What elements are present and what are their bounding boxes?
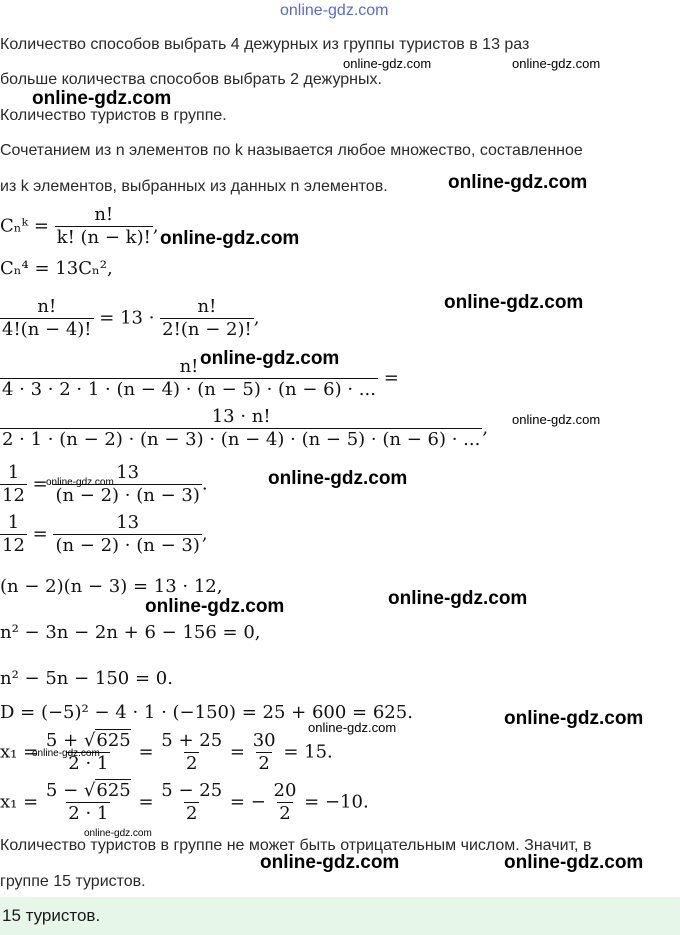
equation-10: n² − 5n − 150 = 0. [0,668,173,689]
root-x1-plus: x₁ = $\frac{5 + √625}{2 \cdot 1}$ = $\frac{5 + 25}{2}$ = $\frac{30}{2}$ = 15. [0,730,333,774]
conclusion-line2: группе 15 туристов. [0,873,146,890]
equation-3: $\frac{n!}{4!(n - 4)!}$ = 13 · $\frac{n!}{2!(n - 2)!}$ , [2,296,260,340]
site-header-link[interactable]: online-gdz.com [280,2,389,19]
equation-8: (n − 2)(n − 3) = 13 · 12, [0,576,223,597]
problem-text-line1: Количество способов выбрать 4 дежурных из группы туристов в 13 раз [0,36,530,53]
watermark: online-gdz.com [512,56,601,71]
watermark: online-gdz.com [308,720,397,735]
watermark: online-gdz.com [268,468,408,489]
equation-4: $\frac{n!}{4 \cdot 3 \cdot 2 \cdot 1 \cdot (n - 4) \cdot (n - 5) \cdot (n - 6) \cdot ...}$ = [2,356,399,400]
equation-2: Cₙ⁴ = 13Cₙ², [0,258,113,279]
watermark: online-gdz.com [145,596,285,617]
watermark: online-gdz.com [388,588,528,609]
watermark: online-gdz.com [512,412,601,427]
definition-line2: из k элементов, выбранных из данных n элементов. [0,178,388,195]
answer-box [0,897,680,935]
watermark: online-gdz.com [200,348,340,369]
conclusion-line1: Количество туристов в группе не может быть отрицательным числом. Значит, в [0,837,592,854]
equation-7: $\frac{1}{12}$ = $\frac{13}{(n - 2) \cdot (n - 3)}$ , [2,512,208,556]
equation-5: 13 · n! 2 · 1 · (n − 2) · (n − 3) · (n − 4) · (n − 5) · (n − 6) · ... , [2,406,489,450]
formula-combination: Cₙᵏ = $\frac{n!}{k! (n - k)!}$ , [0,204,159,248]
watermark: online-gdz.com [46,477,114,488]
problem-text-line2: больше количества способов выбрать 2 дежурных. [0,71,382,88]
watermark: online-gdz.com [84,828,152,839]
watermark: online-gdz.com [32,748,100,759]
equation-9: n² − 3n − 2n + 6 − 156 = 0, [0,622,261,643]
watermark: online-gdz.com [160,228,300,249]
watermark: online-gdz.com [504,708,644,729]
equation-6: $\frac{1}{12}$ = $\frac{13}{(n - 2) \cdot (n - 3)}$ . [2,462,208,506]
definition-line1: Сочетанием из n элементов по k называется любое множество, составленное [0,142,583,159]
watermark: online-gdz.com [448,172,588,193]
root-x1-minus: x₁ = $\frac{5 - √625}{2 \cdot 1}$ = $\frac{5 - 25}{2}$ = − $\frac{20}{2}$ = −10. [0,780,369,824]
watermark: online-gdz.com [32,88,172,109]
unknown-text: Количество туристов в группе. [0,107,227,124]
watermark: online-gdz.com [260,852,400,873]
discriminant: D = (−5)² − 4 · 1 · (−150) = 25 + 600 = 625. [0,702,413,723]
watermark: online-gdz.com [504,852,644,873]
watermark: online-gdz.com [444,292,584,313]
answer-text: 15 туристов. [2,906,101,925]
watermark: online-gdz.com [343,56,432,71]
